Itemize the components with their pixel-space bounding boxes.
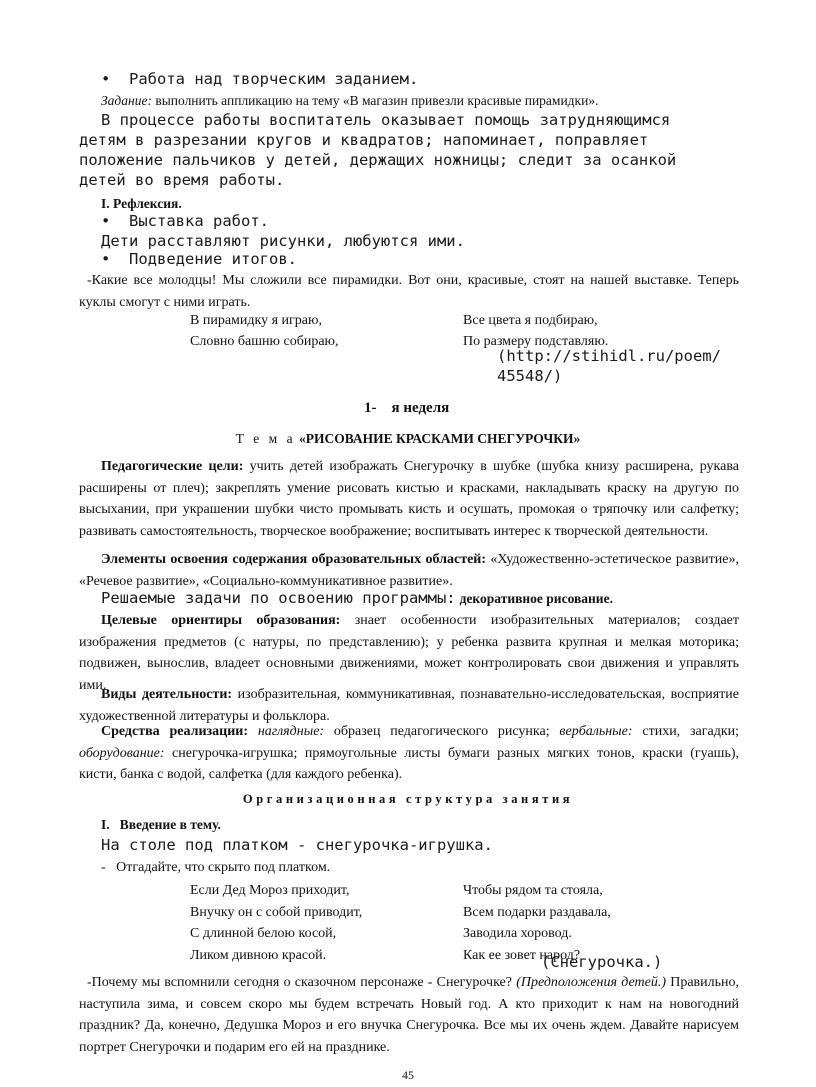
poem-left: В пирамидку я играю, Словно башню собираю, — [190, 313, 339, 349]
task-line: Задание: выполнить аппликацию на тему «В магазин привезли красивые пирамидки». — [101, 93, 599, 108]
final-paragraph: -Почему мы вспомнили сегодня о сказочном персонаже - Снегурочке? (Предположения детей.) Правильно, наступила зима, и совсем скоро мы будем встречать Новый год. А кто приходит к нам на новогодний праздник? Да, конечно, Дедушка Мороз и его внучка Снегурочка. Все мы их очень ждем. Давайте нарисуем портрет Снегурочки и подарим его ей на празднике. — [79, 975, 740, 1055]
source-link: (http://stihidl.ru/poem/ 45548/) — [497, 347, 721, 385]
kinds-paragraph: Виды деятельности: изобразительная, коммуникативная, познавательно-исследовательская, восприятие художественной литературы и фольклора. — [79, 687, 739, 724]
riddle-right: Чтобы рядом та стояла, Всем подарки раздавала, Заводила хоровод. Как ее зовет народ? — [463, 883, 611, 963]
week-heading: 1- я неделя — [364, 400, 450, 416]
elements-paragraph: Элементы освоения содержания образовательных областей: «Художественно-эстетическое развитие», «Речевое развитие», «Социально-коммуникативное развитие». — [79, 552, 739, 589]
text-line: На столе под платком - снегурочка-игрушка. — [101, 836, 493, 854]
riddle-left: Если Дед Мороз приходит, Внучку он с собой приводит, С длинной белою косой, Ликом дивною красой. — [190, 883, 363, 963]
section-heading: I. Рефлексия. — [101, 196, 182, 211]
page-number: 45 — [402, 1068, 414, 1082]
org-structure-heading: Организационная структура занятия — [242, 792, 574, 806]
riddle-answer: (Снегурочка.) — [541, 953, 663, 971]
bullet-item: • Подведение итогов. — [101, 250, 297, 268]
process-paragraph: В процессе работы воспитатель оказывает помощь затрудняющимся детям в разрезании кругов и квадратов; напоминает, поправляет положение пальчиков у детей, держащих ножницы; следит за осанкой детей во время работы. — [79, 111, 677, 189]
text-line: Дети расставляют рисунки, любуются ими. — [101, 232, 465, 250]
goals-paragraph: Педагогические цели: учить детей изображать Снегурочку в шубке (шубка книзу расширена, рукава расширены от плеч); закреплять умение рисовать кистью и красками, накладывать краску на другую по высыхании, при украшении шубки чисто промывать кисть и осушать, промокая о тряпочку или салфетку; развивать самостоятельность, творческое воображение; воспитывать интерес к творческой деятельности. — [79, 459, 740, 539]
targets-paragraph: Целевые ориентиры образования: знает особенности изобразительных материалов; создает изображения предметов (с натуры, по представлению); у ребенка развита крупная и мелкая моторика; подвижен, вынослив, владеет основными движениями, может контролировать свои движения и управлять ими. — [79, 613, 739, 693]
bullet-item: • Работа над творческим заданием. — [101, 70, 419, 88]
tasks-line: Решаемые задачи по освоению программы: декоративное рисование. — [101, 589, 613, 607]
bullet-item: • Выставка работ. — [101, 212, 269, 230]
theme-heading: Т е м а «РИСОВАНИЕ КРАСКАМИ СНЕГУРОЧКИ» — [235, 431, 581, 446]
means-paragraph: Средства реализации: наглядные: образец педагогического рисунка; вербальные: стихи, загадки; оборудование: снегурочка-игрушка; прямоугольные листы бумаги разных мягких тонов, краски (гуашь), кисти, банка с водой, салфетка (для каждого ребенка). — [79, 724, 740, 782]
poem-right: Все цвета я подбираю, По размеру подставляю. — [463, 313, 609, 349]
speech-paragraph: -Какие все молодцы! Мы сложили все пирамидки. Вот они, красивые, стоят на нашей выставке. Теперь куклы смогут с ними играть. — [79, 273, 739, 310]
section-heading: I. Введение в тему. — [101, 817, 221, 832]
riddle-intro: - Отгадайте, что скрыто под платком. — [101, 860, 331, 875]
